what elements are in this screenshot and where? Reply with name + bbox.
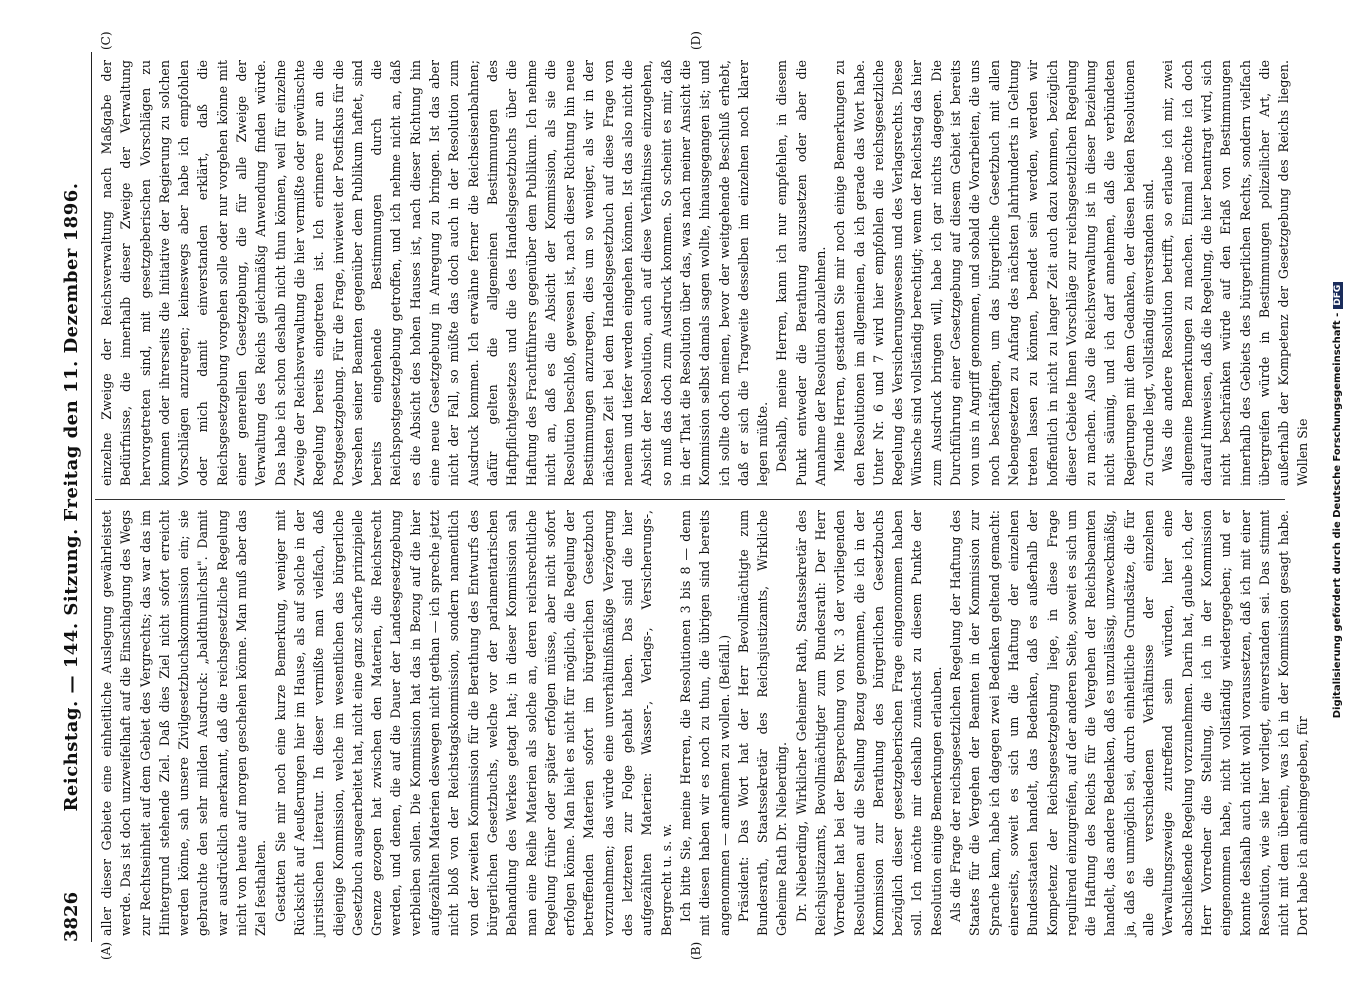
paragraph: Was die andere Resolution betrifft, so erlaube ich mir, zwei allgemeine Bemerkungen zu machen. Einmal möchte ich doch darauf hinweisen, daß die Regelung, die hier beantragt wird, sich nicht beschränken würde auf den Erlaß von Bestimmungen innerhalb des Gebiets des bürgerlichen Rechts, sondern vielfach übergreifen würde in Bestimmungen polizeilicher Art, die außerhalb der Kompetenz der Gesetzgebung des Reichs liegen. Wollen Sie — [1160, 60, 1311, 486]
right-column — [97, 60, 1311, 486]
header-title: Reichstag. — 144. Sitzung. Freitag den 11. Dezember 1896. — [61, 182, 82, 812]
paragraph: Gestatten Sie mir noch eine kurze Bemerkung, weniger mit Rücksicht auf Aeußerungen hier im Hause, als auf solche in der juristischen Literatur. In dieser vermißte man vielfach, daß diejenige Kommission, welche im wesentlichen das bürgerliche Gesetzbuch ausgearbeitet hat, nicht eine ganz scharfe prinzipielle Grenze gezogen hat zwischen den Materien, die Reichsrecht werden, und denen, die auf die Dauer der Landesgesetzgebung verbleiben sollen. Die Kommission hat das in Bezug auf die hier aufgezählten Materien deswegen nicht gethan — ich spreche jetzt nicht bloß von der Reichstagskommission, sondern namentlich von der zweiten Kommission für die Berathung des Entwurfs des bürgerlichen Gesetzbuchs, welche vor der parlamentarischen Behandlung des Werkes getagt hat; in dieser Kommission sah man eine Reihe Materien als solche an, deren reichsrechtliche Regelung früher oder später erfolgen müsse, aber nicht sofort erfolgen könne. Man hielt es nicht für möglich, die Regelung der betreffenden Materien sofort im bürgerlichen Gesetzbuch vorzunehmen; das würde eine unverhältnißmäßige Verzögerung des letzteren zur Folge gehabt haben. Das sind die hier aufgezählten Materien: Wasser-, Verlags-, Versicherungs-, Bergrecht u. s. w. — [272, 510, 674, 936]
digitization-footer — [1332, 0, 1343, 1000]
paragraph: Ich bitte Sie, meine Herren, die Resolutionen 3 bis 8 — denn mit diesen haben wir es noch zu thun, die übrigen sind bereits angenommen — annehmen zu wollen. (Beifall.) — [677, 510, 732, 936]
dfg-logo: DFG — [1333, 282, 1343, 309]
left-column — [97, 510, 1311, 936]
page-header — [61, 52, 89, 942]
margin-marker-a: (A) — [99, 941, 113, 960]
paragraph: Präsident: Das Wort hat der Herr Bevollmächtigte zum Bundesrath, Staatssekretär des Reichsjustizamts, Wirkliche Geheime Rath Dr. Nieberding. — [735, 510, 790, 936]
page-number: 3826 — [61, 891, 82, 942]
paragraph: Als die Frage der reichsgesetzlichen Regelung der Haftung des Staates für die Vergehen der Beamten in der Kommission zur Sprache kam, habe ich dagegen zwei Bedenken geltend gemacht: einerseits, soweit es sich um die Haftung der einzelnen Bundesstaaten handelt, das Bedenken, daß es außerhalb der Kompetenz der Reichsgesetzgebung liege, in diese Frage regulirend einzugreifen, auf der anderen Seite, soweit es sich um die Haftung des Reichs für die Vergehen der Reichsbeamten handelt, das andere Bedenken, daß es unzulässig, unzweckmäßig, ja, daß es unmöglich sei, durch einheitliche Grundsätze, die für alle die verschiedenen Verhältnisse der einzelnen Verwaltungszweige zutreffend sein würden, hier eine abschließende Regelung vorzunehmen. Darin hat, glaube ich, der Herr Vorredner die Stellung, die ich in der Kommission eingenommen habe, nicht vollständig wiedergegeben; und er konnte deshalb auch nicht wohl voraussetzen, daß ich mit einer Resolution, wie sie hier vorliegt, einverstanden sei. Das stimmt nicht mit dem überein, was ich in der Kommission gesagt habe. Dort habe ich anheimgegeben, für — [948, 510, 1311, 936]
header-rule — [91, 52, 92, 942]
paragraph: Deshalb, meine Herren, kann ich nur empfehlen, in diesem Punkt entweder die Berathung auszusetzen oder aber die Annahme der Resolution abzulehnen. — [774, 60, 828, 486]
margin-marker-c: (C) — [99, 31, 113, 50]
paragraph: Dr. Nieberding, Wirklicher Geheimer Rath, Staatssekretär des Reichsjustizamts, Bevollmächtigter zum Bundesrath: Der Herr Vorredner hat bei der Besprechung von Nr. 3 der vorliegenden Resolutionen auf die Stellung Bezug genommen, die ich in der Kommission zur Berathung des bürgerlichen Gesetzbuchs bezüglich dieser gesetzgeberischen Frage eingenommen haben soll. Ich möchte mir deshalb zunächst zu diesem Punkte der Resolution einige Bemerkungen erlauben. — [793, 510, 944, 936]
margin-marker-d: (D) — [689, 31, 703, 50]
paragraph: Meine Herren, gestatten Sie mir noch einige Bemerkungen zu den Resolutionen im allgemeinen, da ich gerade das Wort habe. Unter Nr. 6 und 7 wird hier empfohlen die reichsgesetzliche Regelung des Versicherungswesens und des Verlagsrechts. Diese Wünsche sind vollständig berechtigt; wenn der Reichstag das hier zum Ausdruck bringen will, habe ich gar nichts dagegen. Die Durchführung einer Gesetzgebung auf diesem Gebiet ist bereits von uns in Angriff genommen, und sobald die Vorarbeiten, die uns noch beschäftigen, um das bürgerliche Gesetzbuch mit allen Nebengesetzen zu Anfang des nächsten Jahrhunderts in Geltung treten lassen zu können, beendet sein werden, werden wir hoffentlich in nicht zu langer Zeit auch dazu kommen, bezüglich dieser Gebiete Ihnen Vorschläge zur reichsgesetzlichen Regelung zu machen. Also die Reichsverwaltung ist in dieser Beziehung nicht säumig, und ich darf annehmen, daß die verbündeten Regierungen mit dem Gedanken, der diesen beiden Resolutionen zu Grunde liegt, vollständig einverstanden sind. — [832, 60, 1157, 486]
column-divider — [95, 499, 1285, 500]
digitization-note: Digitalisierung gefördert durch die Deutsche Forschungsgemeinschaft - — [1332, 312, 1343, 719]
paragraph: einzelne Zweige der Reichsverwaltung nach Maßgabe der Bedürfnisse, die innerhalb dieser Zweige der Verwaltung hervorgetreten sind, mit gesetzgeberischen Vorschlägen zu kommen oder ihrerseits die Initiative der Regierung zu solchen Vorschlägen anzuregen; keineswegs aber habe ich empfohlen oder mich damit einverstanden erklärt, daß die Reichsgesetzgebung vorgehen solle oder nur vorgehen könne mit einer generellen Gesetzgebung, die für alle Zweige der Verwaltung des Reichs gleichmäßig Anwendung finden würde. Das habe ich schon deshalb nicht thun können, weil für einzelne Zweige der Reichsverwaltung die hier vermißte oder gewünschte Regelung bereits eingetreten ist. Ich erinnere nur an die Postgesetzgebung. Für die Frage, inwieweit der Postfiskus für die Versehen seiner Beamten gegenüber dem Publikum haftet, sind bereits eingehende Bestimmungen durch die Reichspostgesetzgebung getroffen, und ich nehme nicht an, daß es die Absicht des hohen Hauses ist, nach dieser Richtung hin eine neue Gesetzgebung in Anregung zu bringen. Ist das aber nicht der Fall, so müßte das doch auch in der Resolution zum Ausdruck kommen. Ich erwähne ferner die Reichseisenbahnen; dafür gelten die allgemeinen Bestimmungen des Haftpflichtgesetzes und die des Handelsgesetzbuchs über die Haftung des Frachtführers gegenüber dem Publikum. Ich nehme nicht an, daß es die Absicht der Kommission, als sie die Resolution beschloß, gewesen ist, nach dieser Richtung hin neue Bestimmungen anzuregen, dies um so weniger, als wir in der nächsten Zeit bei dem Handelsgesetzbuch auf diese Frage von neuem und tiefer werden eingehen können. Ist das also nicht die Absicht der Resolution, auch auf diese Verhältnisse einzugehen, so muß das doch zum Ausdruck kommen. So scheint es mir, daß in der That die Resolution über das, was nach meiner Ansicht die Kommission selbst damals sagen wollte, hinausgegangen ist; und ich sollte doch meinen, bevor der weitgehende Beschluß erhebt, daß er sich die Tragweite desselben im einzelnen noch klarer legen müßte. — [99, 60, 771, 486]
margin-marker-b: (B) — [689, 941, 703, 960]
paragraph: aller dieser Gebiete eine einheitliche Auslegung gewährleistet werde. Das ist doch unzweifelhaft auf die Einschlagung des Wegs zur Rechtseinheit auf dem Gebiet des Vergrechts; das war das im Hintergrund stehende Ziel. Daß dies Ziel nicht sofort erreicht werden könne, sah unsere Zivilgesetzbuchskommission ein; sie gebrauchte den sehr milden Ausdruck: „baldthunlichst". Damit war ausdrücklich anerkannt, daß die reichsgesetzliche Regelung nicht von heute auf morgen geschehen könne. Man muß aber das Ziel festhalten. — [99, 510, 269, 936]
